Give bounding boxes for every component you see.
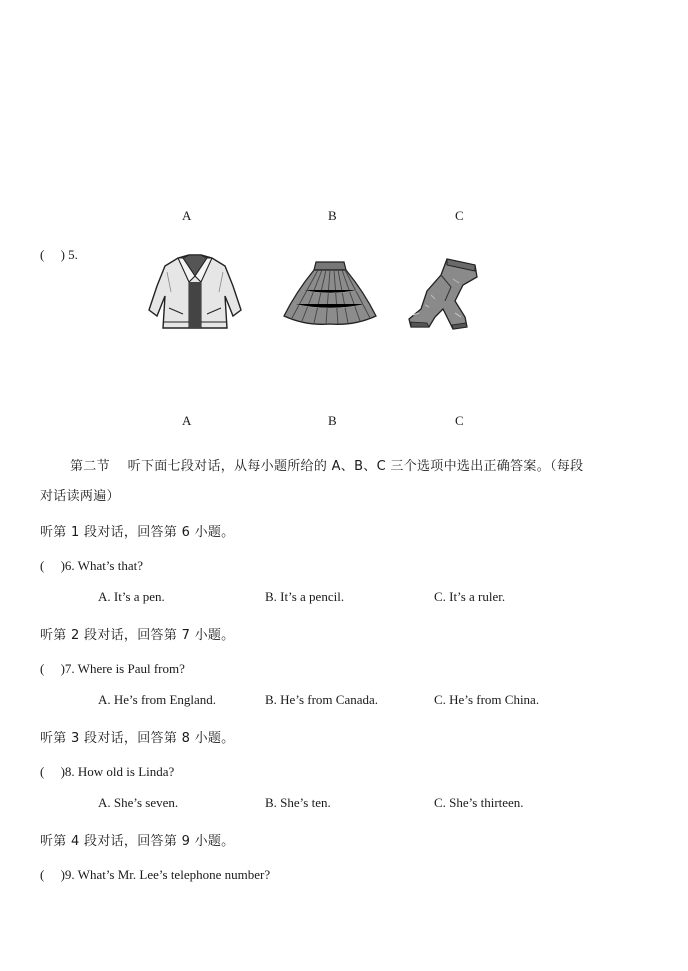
question-7-option-c: C. He’s from China. xyxy=(434,692,540,707)
skirt-image xyxy=(282,258,378,326)
section-2-instructions-line1: 听下面七段对话，从每小题所给的 A、B、C 三个选项中选出正确答案。（每段 xyxy=(127,459,584,474)
dialog-3-intro: 听第 3 段对话，回答第 8 小题。 xyxy=(40,731,235,746)
question-8-option-b: B. She’s ten. xyxy=(265,795,331,810)
section-2-heading xyxy=(70,455,583,474)
question-6-option-b: B. It’s a pencil. xyxy=(265,589,345,604)
question-6-option-c: C. It’s a ruler. xyxy=(434,589,506,604)
question-9: ( )9. What’s Mr. Lee’s telephone number? xyxy=(40,867,271,882)
jacket-image xyxy=(145,252,245,332)
row1-label-c: C xyxy=(455,208,464,223)
row1-label-b: B xyxy=(328,208,337,223)
jeans-image xyxy=(405,255,481,331)
dialog-1-intro: 听第 1 段对话，回答第 6 小题。 xyxy=(40,525,235,540)
question-7-option-b: B. He’s from Canada. xyxy=(265,692,379,707)
row2-label-a: A xyxy=(182,413,192,428)
row1-label-a: A xyxy=(182,208,192,223)
question-5-number: ( ) 5. xyxy=(40,247,78,262)
question-8-option-c: C. She’s thirteen. xyxy=(434,795,524,810)
row2-label-b: B xyxy=(328,413,337,428)
dialog-2-intro: 听第 2 段对话，回答第 7 小题。 xyxy=(40,628,235,643)
section-2-instructions-line2: 对话读两遍） xyxy=(40,489,120,504)
row2-label-c: C xyxy=(455,413,464,428)
dialog-4-intro: 听第 4 段对话，回答第 9 小题。 xyxy=(40,834,235,849)
question-6: ( )6. What’s that? xyxy=(40,558,144,573)
question-6-option-a: A. It’s a pen. xyxy=(98,589,165,604)
question-7: ( )7. Where is Paul from? xyxy=(40,661,185,676)
section-2-title: 第二节 xyxy=(70,459,110,474)
question-8: ( )8. How old is Linda? xyxy=(40,764,175,779)
question-7-option-a: A. He’s from England. xyxy=(98,692,217,707)
question-8-option-a: A. She’s seven. xyxy=(98,795,179,810)
